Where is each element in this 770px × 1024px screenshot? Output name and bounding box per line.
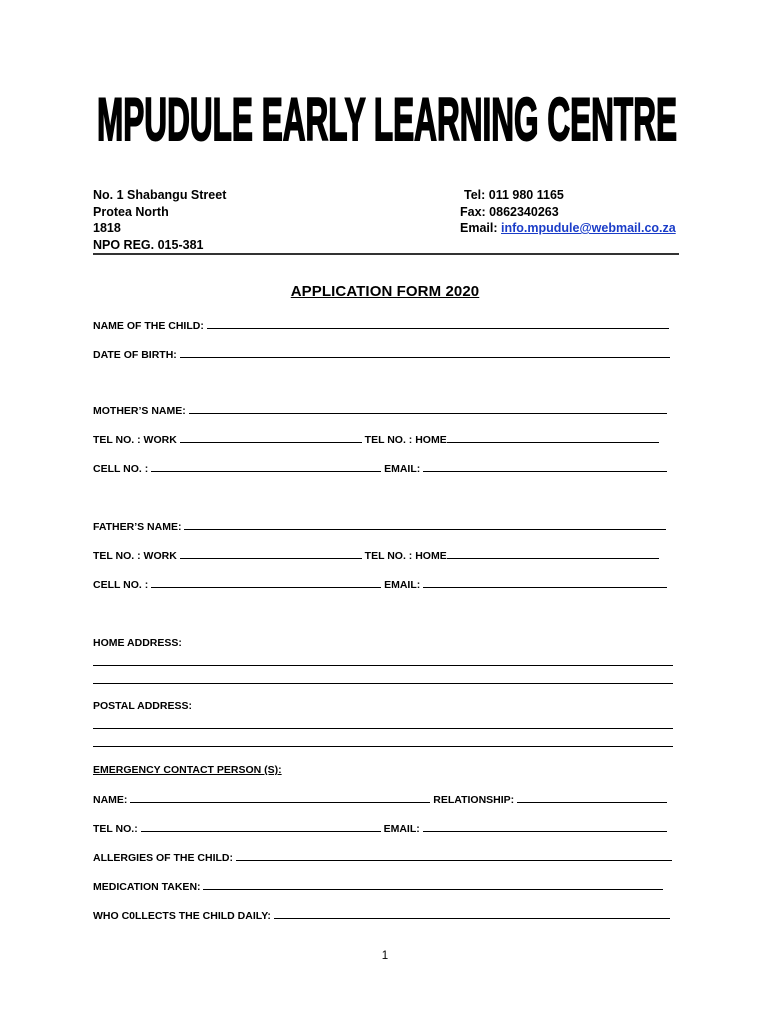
address-line: 1818	[93, 221, 121, 235]
field-label: TEL NO. : HOME	[364, 550, 447, 562]
medication-field[interactable]	[93, 879, 673, 894]
fill-line[interactable]	[274, 908, 670, 919]
field-label: MEDICATION TAKEN:	[93, 881, 201, 893]
mother-email-line[interactable]	[423, 461, 667, 472]
fill-line[interactable]	[180, 347, 670, 358]
field-label: TEL NO. : WORK	[93, 434, 177, 446]
relationship-line[interactable]	[517, 792, 667, 803]
field-label: CELL NO. :	[93, 579, 149, 591]
mother-name-field[interactable]	[93, 403, 673, 418]
fill-line[interactable]	[236, 850, 672, 861]
dob-field[interactable]	[93, 347, 673, 362]
field-label: NAME:	[93, 794, 128, 806]
mother-cell-row	[93, 461, 673, 476]
field-label: EMAIL:	[383, 823, 420, 835]
home-address-label: HOME ADDRESS:	[93, 637, 182, 649]
emergency-name-row	[93, 792, 673, 807]
emergency-email-line[interactable]	[423, 821, 667, 832]
fill-line[interactable]	[203, 879, 663, 890]
field-label: TEL NO. : WORK	[93, 550, 177, 562]
field-label: NAME OF THE CHILD:	[93, 320, 204, 332]
address-line: No. 1 Shabangu Street	[93, 188, 227, 202]
emergency-tel-row	[93, 821, 673, 836]
contact-block	[460, 187, 676, 237]
father-tel-row	[93, 548, 673, 563]
email-label: Email:	[460, 221, 501, 235]
mother-tel-row	[93, 432, 673, 447]
fax: Fax: 0862340263	[460, 204, 559, 219]
mother-tel-work-line[interactable]	[180, 432, 362, 443]
father-name-field[interactable]	[93, 519, 673, 534]
email-link[interactable]: info.mpudule@webmail.co.za	[501, 221, 676, 235]
father-tel-home-line[interactable]	[447, 548, 659, 559]
field-label: MOTHER’S NAME:	[93, 405, 186, 417]
email-line	[460, 220, 676, 237]
who-collects-field[interactable]	[93, 908, 673, 923]
father-cell-line[interactable]	[151, 577, 381, 588]
postal-address-line-1[interactable]	[93, 728, 673, 729]
field-label: EMAIL:	[384, 463, 421, 475]
npo-reg: NPO REG. 015-381	[93, 237, 204, 252]
address-line: Protea North	[93, 204, 169, 219]
fill-line[interactable]	[189, 403, 667, 414]
home-address-line-2[interactable]	[93, 683, 673, 684]
child-name-field[interactable]	[93, 318, 673, 333]
page-number: 1	[381, 950, 389, 962]
emergency-name-line[interactable]	[130, 792, 430, 803]
address-block	[93, 187, 226, 253]
field-label: WHO C0LLECTS THE CHILD DAILY:	[93, 910, 271, 922]
father-cell-row	[93, 577, 673, 592]
father-email-line[interactable]	[423, 577, 667, 588]
mother-cell-line[interactable]	[151, 461, 381, 472]
field-label: RELATIONSHIP:	[433, 794, 515, 806]
school-name-heading	[94, 86, 680, 158]
postal-address-label: POSTAL ADDRESS:	[93, 700, 192, 712]
field-label: TEL NO. : HOME	[364, 434, 447, 446]
fill-line[interactable]	[184, 519, 666, 530]
field-label: ALLERGIES OF THE CHILD:	[93, 852, 233, 864]
field-label: CELL NO. :	[93, 463, 149, 475]
emergency-contact-heading	[93, 763, 673, 777]
section-heading: EMERGENCY CONTACT PERSON (S):	[93, 764, 282, 776]
header-divider	[93, 253, 679, 255]
field-label: FATHER’S NAME:	[93, 521, 182, 533]
telephone: Tel: 011 980 1165	[464, 188, 564, 202]
allergies-field[interactable]	[93, 850, 673, 865]
mother-tel-home-line[interactable]	[447, 432, 659, 443]
field-label: TEL NO.:	[93, 823, 138, 835]
fill-line[interactable]	[207, 318, 669, 329]
postal-address-line-2[interactable]	[93, 746, 673, 747]
emergency-tel-line[interactable]	[141, 821, 381, 832]
father-tel-work-line[interactable]	[180, 548, 362, 559]
svg-text:MPUDULE EARLY LEARNING CENTRE: MPUDULE EARLY LEARNING CENTRE	[97, 86, 677, 153]
form-title: APPLICATION FORM 2020	[290, 283, 480, 300]
field-label: DATE OF BIRTH:	[93, 349, 177, 361]
field-label: EMAIL:	[384, 579, 421, 591]
home-address-line-1[interactable]	[93, 665, 673, 666]
